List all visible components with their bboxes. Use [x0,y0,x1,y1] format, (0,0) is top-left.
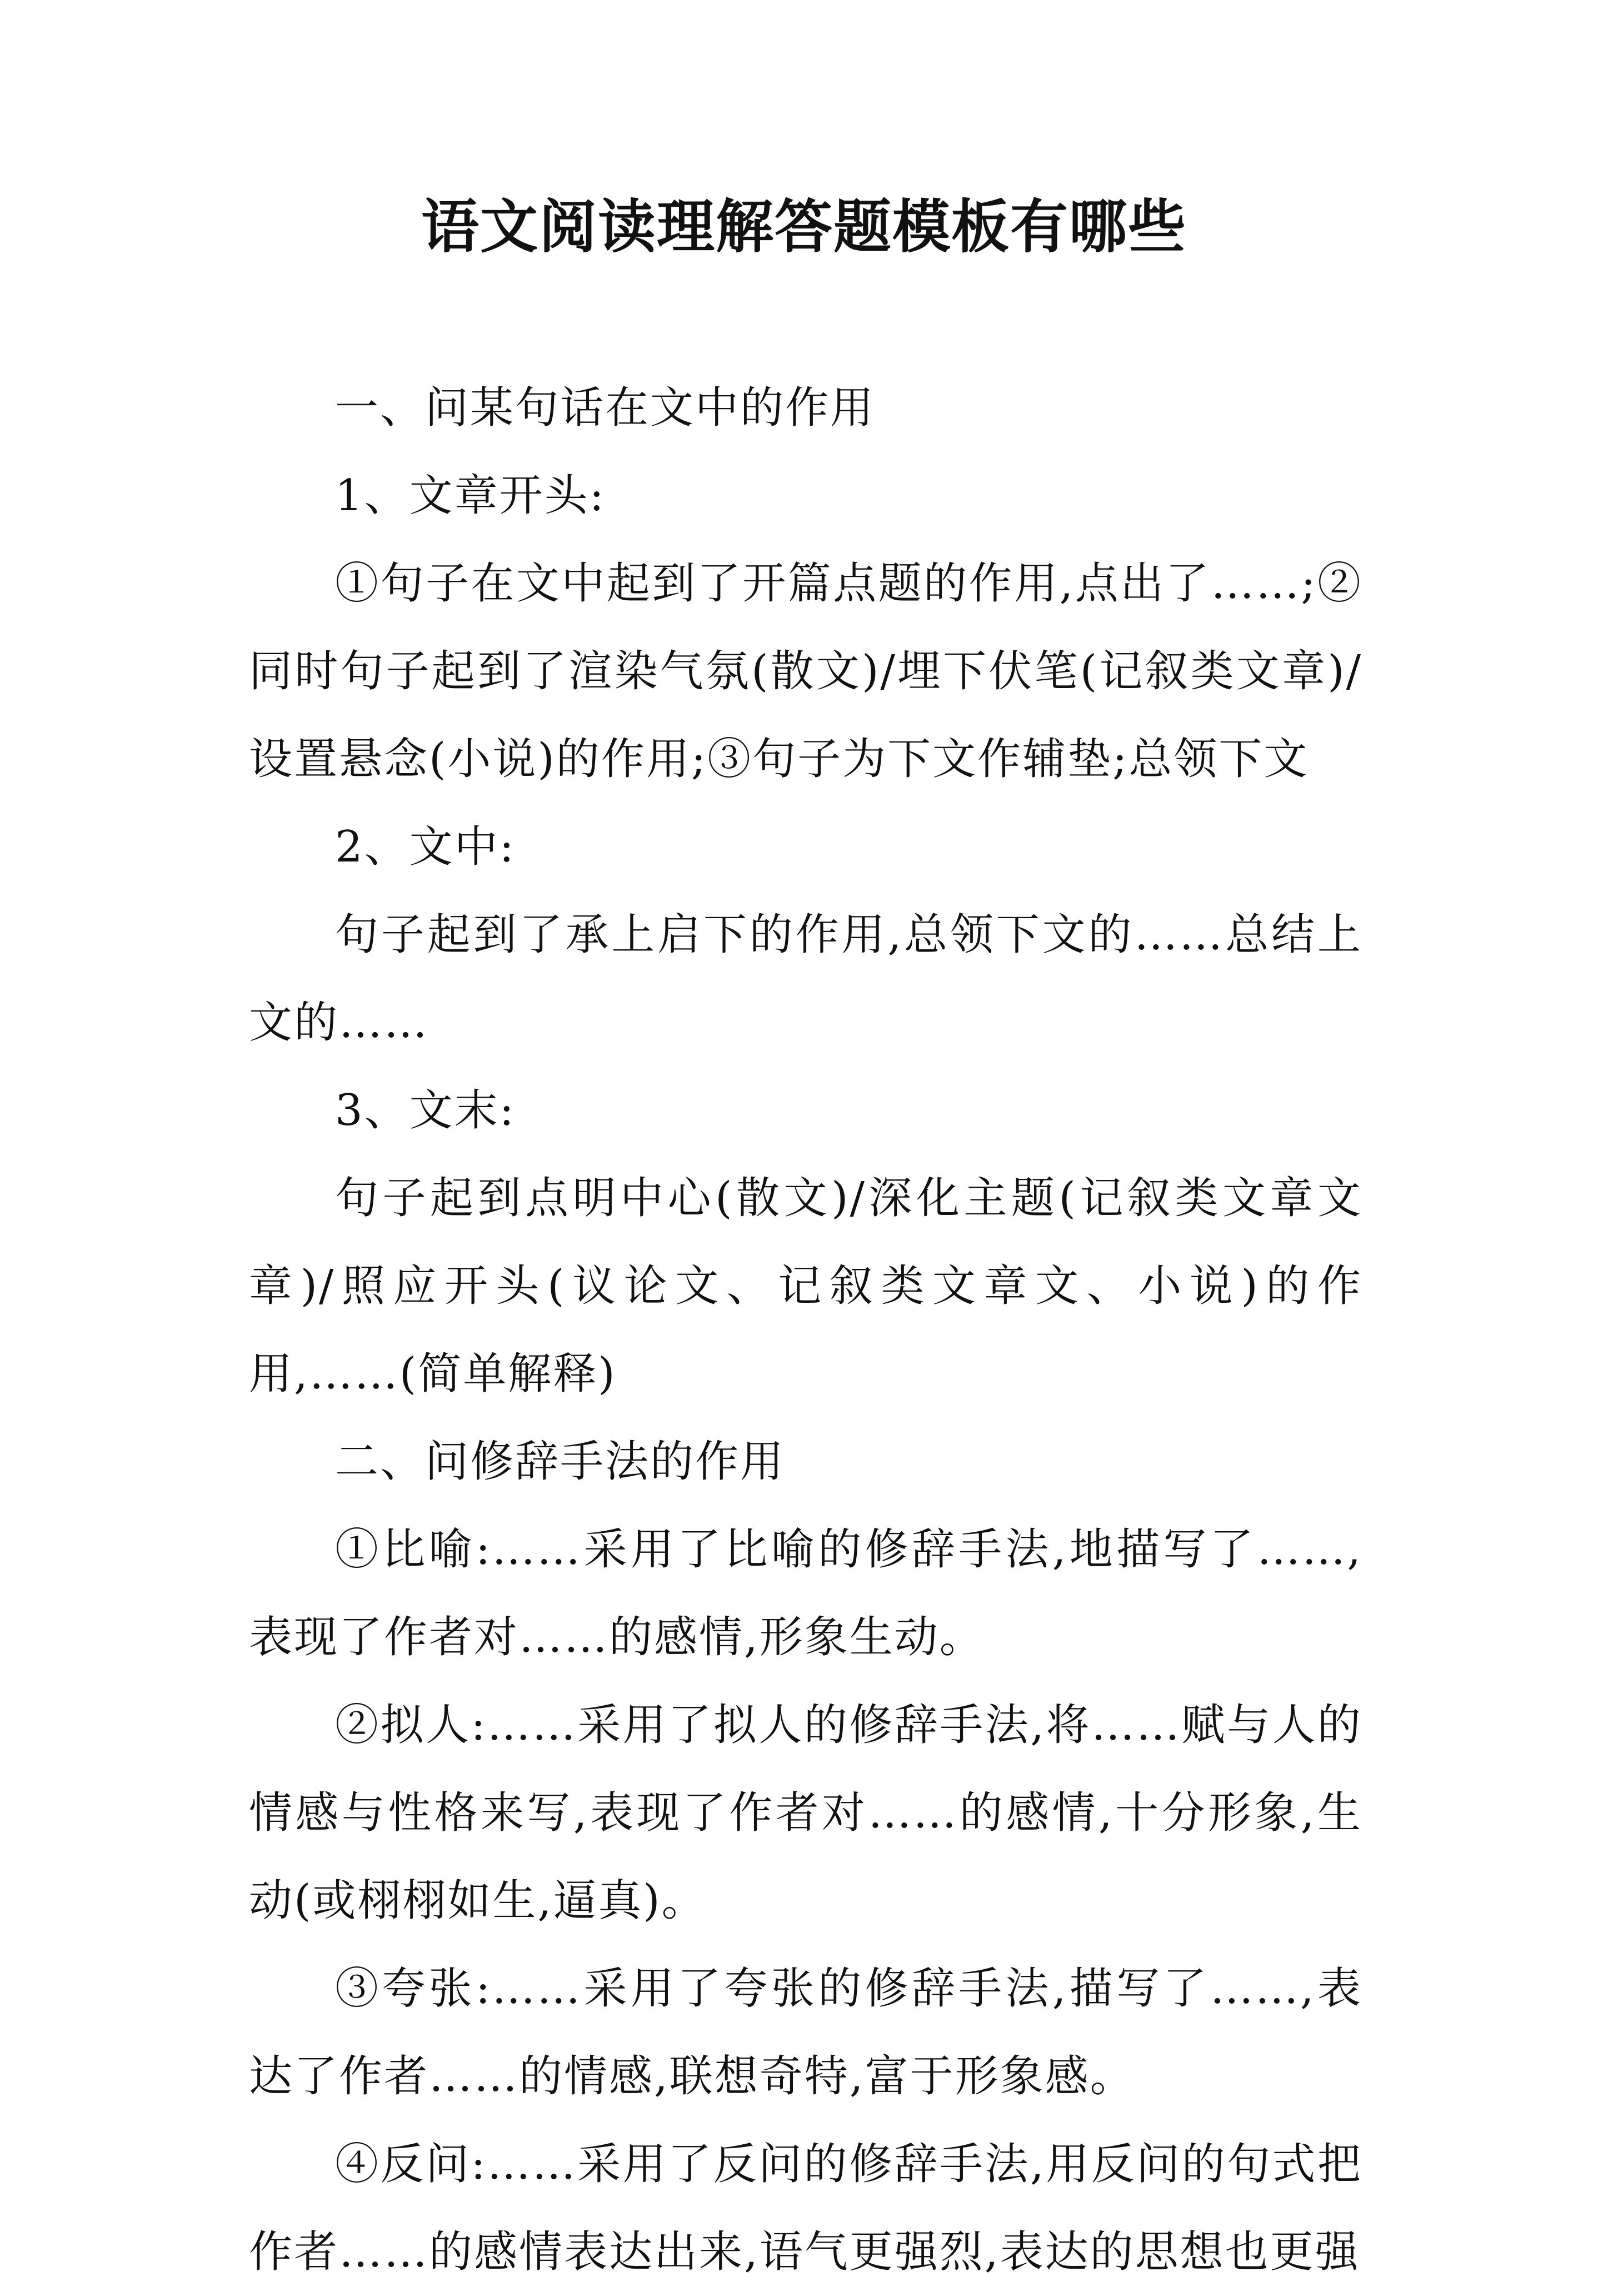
paragraph-personification: ②拟人:……采用了拟人的修辞手法,将……赋与人的情感与性格来写,表现了作者对……的感情,十分形象,生动(或栩栩如生,逼真)。 [249,1700,1362,1926]
subheading-opening: 1、文章开头: [335,471,606,521]
subheading-middle: 2、文中: [335,822,516,872]
document-title: 语文阅读理解答题模板有哪些 [421,193,1187,261]
paragraph-ending: 句子起到点明中心(散文)/深化主题(记叙类文章文章)/照应开头(议论文、记叙类文章文、小说)的作用,……(简单解释) [249,1173,1362,1399]
paragraph-middle: 句子起到了承上启下的作用,总领下文的……总结上文的…… [249,910,1362,1048]
paragraph-metaphor: ①比喻:……采用了比喻的修辞手法,地描写了……,表现了作者对……的感情,形象生动。 [249,1525,1362,1662]
paragraph-hyperbole: ③夸张:……采用了夸张的修辞手法,描写了……,表达了作者……的情感,联想奇特,富于形象感。 [249,1964,1362,2101]
document-body [249,364,1362,2296]
section-heading-1: 一、问某句话在文中的作用 [335,383,876,433]
section-heading-2: 二、问修辞手法的作用 [335,1437,786,1487]
subheading-ending: 3、文末: [335,1085,516,1135]
paragraph-rhetorical-question: ④反问:……采用了反问的修辞手法,用反问的句式把作者……的感情表达出来,语气更强烈,表达的思想也更强 [249,2139,1362,2277]
paragraph-opening: ①句子在文中起到了开篇点题的作用,点出了……;②同时句子起到了渲染气氛(散文)/埋下伏笔(记叙类文章)/设置悬念(小说)的作用;③句子为下文作辅垫;总领下文 [249,559,1362,784]
